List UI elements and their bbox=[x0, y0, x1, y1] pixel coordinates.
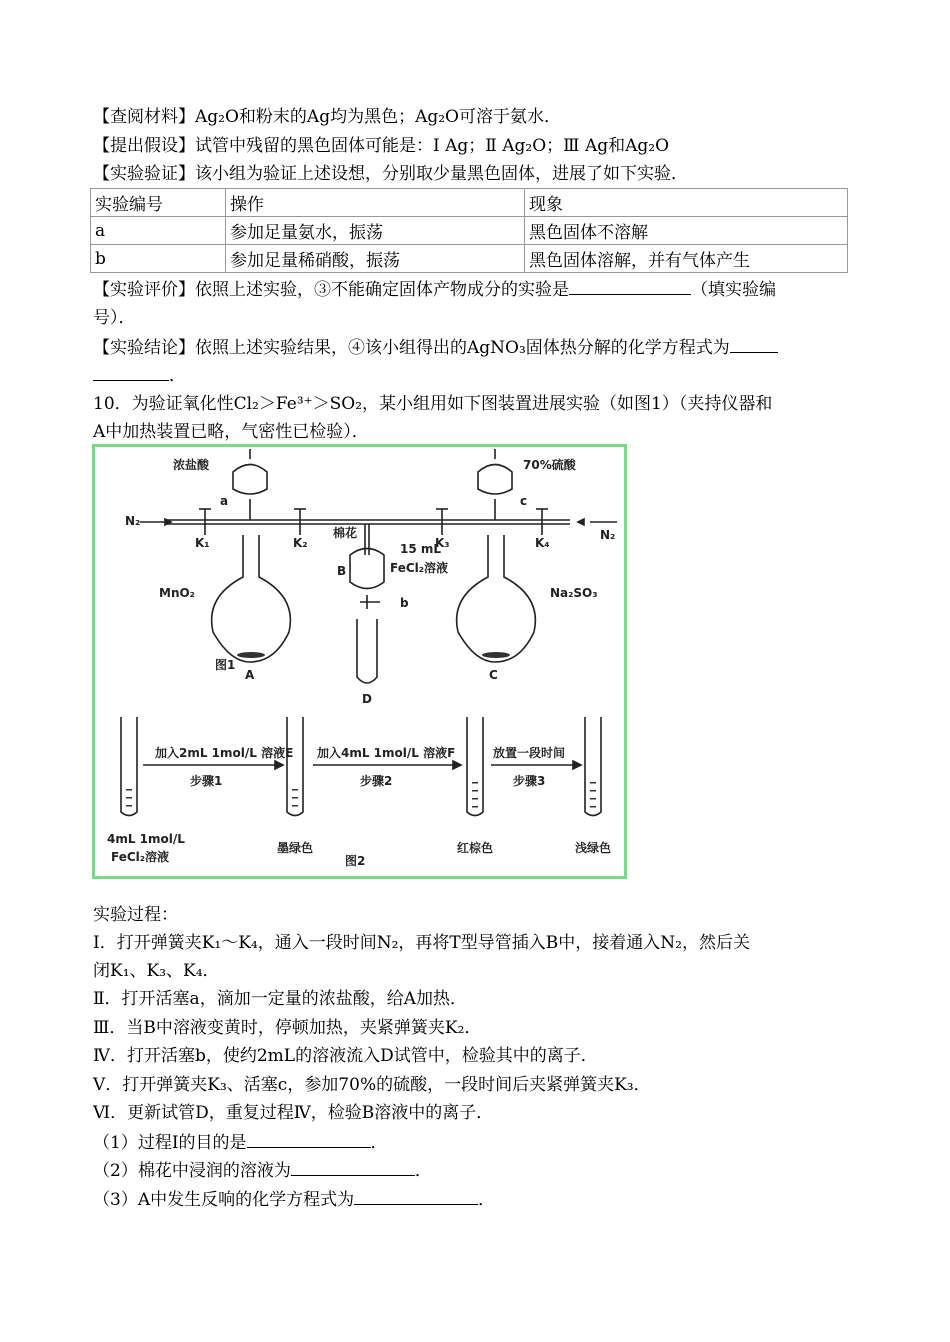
label-k4: K₄ bbox=[535, 536, 550, 550]
label-n2-left: N₂ bbox=[125, 514, 141, 528]
label-A: A bbox=[245, 668, 255, 682]
label-15ml: 15 mL bbox=[400, 542, 442, 556]
step1-top-label: 加入2mL 1mol/L 溶液E bbox=[155, 746, 294, 760]
tube3-label: 红棕色 bbox=[457, 841, 494, 855]
fig2-caption: 图2 bbox=[345, 854, 366, 868]
question-3-blank[interactable] bbox=[354, 1188, 478, 1205]
conclusion-line bbox=[93, 336, 778, 359]
label-b: b bbox=[400, 596, 409, 610]
process-step6: Ⅵ．更新试管D，重复过程Ⅳ，检验B溶液中的离子． bbox=[93, 1103, 494, 1123]
experiment-table bbox=[90, 188, 848, 273]
question-1-blank[interactable] bbox=[247, 1131, 371, 1148]
table-cell: a bbox=[91, 217, 226, 245]
label-k1: K₁ bbox=[195, 536, 210, 550]
table-header-cell: 实验编号 bbox=[91, 189, 226, 217]
question-2-blank[interactable] bbox=[291, 1159, 415, 1176]
label-sulfuric: 70%硫酸 bbox=[523, 458, 576, 472]
fig1-caption: 图1 bbox=[215, 658, 236, 672]
conclusion-text: 依照上述实验结果，④该小组得出的AgNO₃固体热分解的化学方程式为 bbox=[195, 338, 730, 358]
question-3 bbox=[93, 1188, 495, 1211]
eval-text: 依照上述实验，③不能确定固体产物成分的实验是 bbox=[195, 280, 569, 300]
tube4-label: 浅绿色 bbox=[575, 841, 612, 855]
label-conc-hcl: 浓盐酸 bbox=[173, 458, 210, 472]
materials-bracket: 【查阅材料】 bbox=[93, 107, 195, 127]
eval-answer-blank[interactable] bbox=[569, 278, 691, 295]
tube1-label-1: 4mL 1mol/L bbox=[107, 832, 185, 846]
eval-text-suffix: （填实验编 bbox=[691, 280, 776, 300]
label-n2-right: N₂ bbox=[600, 528, 616, 542]
apparatus-figure bbox=[92, 444, 627, 879]
process-step3: Ⅲ．当B中溶液变黄时，停顿加热，夹紧弹簧夹K₂． bbox=[93, 1018, 482, 1038]
process-title: 实验过程： bbox=[93, 905, 178, 925]
process-step1-line1: Ⅰ．打开弹簧夹K₁～K₄，通入一段时间N₂，再将T型导管插入B中，接着通入N₂，然后关 bbox=[93, 933, 750, 953]
tube2-label: 墨绿色 bbox=[277, 841, 314, 855]
conclusion-line-2 bbox=[93, 364, 186, 387]
label-B: B bbox=[337, 564, 347, 578]
q10-line-1: 10．为验证氧化性Cl₂＞Fe³⁺＞SO₂，某小组用如下图装置进展实验（如图1）（夹持仪器和 bbox=[93, 394, 773, 414]
hypothesis-line bbox=[93, 135, 669, 157]
process-step2: Ⅱ．打开活塞a，滴加一定量的浓盐酸，给A加热． bbox=[93, 989, 467, 1009]
question-3-text: （3）A中发生反响的化学方程式为 bbox=[93, 1190, 355, 1210]
table-cell: 黑色固体不溶解 bbox=[525, 217, 848, 245]
label-C: C bbox=[489, 668, 498, 682]
eval-bracket: 【实验评价】 bbox=[93, 280, 195, 300]
process-step4: Ⅳ．打开活塞b，使约2mL的溶液流入D试管中，检验其中的离子． bbox=[93, 1046, 598, 1066]
table-header-cell: 现象 bbox=[525, 189, 848, 217]
hypothesis-bracket: 【提出假设】 bbox=[93, 136, 195, 156]
step3-top-label: 放置一段时间 bbox=[493, 746, 566, 760]
label-a: a bbox=[220, 494, 229, 508]
question-2 bbox=[93, 1159, 432, 1182]
eval-text-end: 号）． bbox=[93, 308, 136, 328]
question-3-end: ． bbox=[478, 1190, 496, 1210]
label-fecl2: FeCl₂溶液 bbox=[390, 561, 449, 575]
table-header-cell: 操作 bbox=[226, 189, 525, 217]
conclusion-bracket: 【实验结论】 bbox=[93, 338, 195, 358]
table-cell: 参加足量稀硝酸，振荡 bbox=[226, 245, 525, 273]
question-1-text: （1）过程Ⅰ的目的是 bbox=[93, 1133, 247, 1153]
process-step5: Ⅴ．打开弹簧夹K₃、活塞c，参加70%的硫酸，一段时间后夹紧弹簧夹K₃． bbox=[93, 1075, 651, 1095]
step2-top-label: 加入4mL 1mol/L 溶液F bbox=[317, 746, 456, 760]
label-k3: K₃ bbox=[435, 536, 450, 550]
question-2-end: ． bbox=[414, 1161, 432, 1181]
eval-line-2 bbox=[93, 307, 136, 329]
conclusion-answer-blank-2[interactable] bbox=[93, 364, 169, 381]
conclusion-end: ． bbox=[169, 366, 186, 386]
table-cell: 黑色固体溶解，并有气体产生 bbox=[525, 245, 848, 273]
table-row bbox=[91, 245, 848, 273]
label-mno2: MnO₂ bbox=[159, 586, 195, 600]
process-step1-line2: 闭K₁、K₃、K₄． bbox=[93, 961, 220, 981]
tube1-label-2: FeCl₂溶液 bbox=[111, 850, 170, 864]
label-D: D bbox=[362, 692, 372, 706]
step3-bottom-label: 步骤3 bbox=[513, 774, 546, 788]
table-cell: b bbox=[91, 245, 226, 273]
hypothesis-text: 试管中残留的黑色固体可能是：Ⅰ Ag；Ⅱ Ag₂O；Ⅲ Ag和Ag₂O bbox=[195, 136, 670, 156]
apparatus-svg bbox=[95, 447, 624, 876]
question-2-text: （2）棉花中浸润的溶液为 bbox=[93, 1161, 291, 1181]
label-k2: K₂ bbox=[293, 536, 308, 550]
verify-bracket: 【实验验证】 bbox=[93, 164, 195, 184]
question-1 bbox=[93, 1131, 388, 1154]
table-cell: 参加足量氨水，振荡 bbox=[226, 217, 525, 245]
materials-line bbox=[93, 106, 561, 128]
label-na2so3: Na₂SO₃ bbox=[550, 586, 598, 600]
eval-line bbox=[93, 278, 776, 301]
step2-bottom-label: 步骤2 bbox=[360, 774, 393, 788]
step1-bottom-label: 步骤1 bbox=[190, 774, 223, 788]
conclusion-answer-blank[interactable] bbox=[730, 336, 778, 353]
verify-text: 该小组为验证上述设想，分别取少量黑色固体，进展了如下实验． bbox=[195, 164, 688, 184]
question-1-end: ． bbox=[370, 1133, 388, 1153]
q10-line-2: A中加热装置已略，气密性已检验）． bbox=[93, 422, 369, 442]
materials-text: Ag₂O和粉末的Ag均为黑色；Ag₂O可溶于氨水． bbox=[195, 107, 561, 127]
label-cotton: 棉花 bbox=[333, 526, 358, 540]
table-header-row bbox=[91, 189, 848, 217]
label-c: c bbox=[520, 494, 528, 508]
verify-line bbox=[93, 163, 688, 185]
table-row bbox=[91, 217, 848, 245]
